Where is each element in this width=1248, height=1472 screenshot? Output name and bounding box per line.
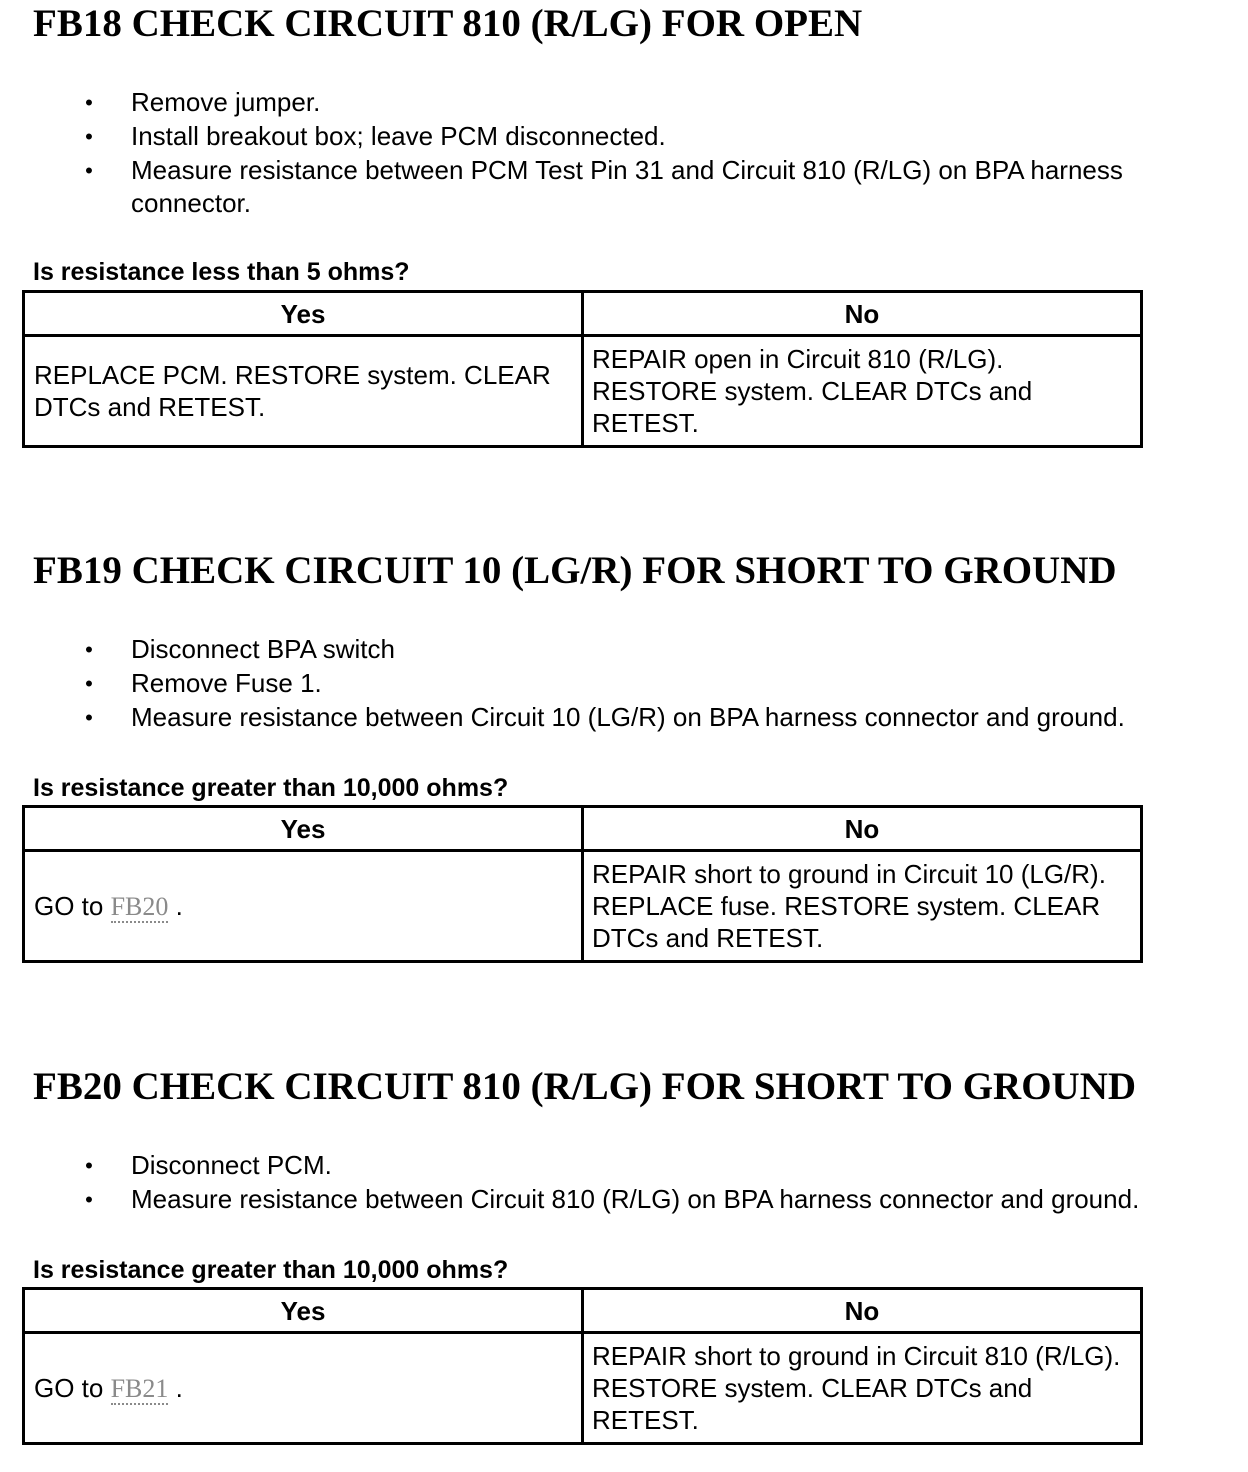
goto-period: .	[175, 1372, 183, 1403]
table-row	[24, 336, 1142, 447]
step-item	[0, 667, 1221, 700]
question-text: Is resistance greater than 10,000 ohms?	[33, 774, 509, 802]
table-header-row	[24, 292, 1142, 336]
link-fb21[interactable]: FB21	[110, 1373, 169, 1403]
yes-action	[24, 851, 583, 962]
link-fb20[interactable]: FB20	[110, 891, 169, 921]
no-header: No	[583, 807, 1142, 851]
question-text: Is resistance less than 5 ohms?	[33, 258, 410, 286]
step-text: Measure resistance between PCM Test Pin 31 and Circuit 810 (R/LG) on BPA harness connector.	[131, 155, 1123, 218]
no-action: REPAIR short to ground in Circuit 810 (R/LG). RESTORE system. CLEAR DTCs and RETEST.	[583, 1333, 1142, 1444]
bullet-icon: •	[85, 124, 93, 149]
step-item	[0, 154, 1221, 220]
step-item	[0, 120, 1221, 153]
goto-label: GO to	[34, 1372, 104, 1403]
step-text: Measure resistance between Circuit 810 (R/LG) on BPA harness connector and ground.	[131, 1184, 1140, 1214]
bullet-icon: •	[85, 158, 93, 183]
table-row	[24, 851, 1142, 962]
step-item	[0, 633, 1221, 666]
yes-action	[24, 1333, 583, 1444]
no-header: No	[583, 1289, 1142, 1333]
bullet-icon: •	[85, 637, 93, 662]
section-heading: FB18 CHECK CIRCUIT 810 (R/LG) FOR OPEN	[33, 2, 863, 45]
step-item	[0, 1149, 1221, 1182]
bullet-icon: •	[85, 90, 93, 115]
step-text: Measure resistance between Circuit 10 (LG/R) on BPA harness connector and ground.	[131, 702, 1125, 732]
bullet-icon: •	[85, 705, 93, 730]
decision-table	[22, 805, 1143, 963]
question-text: Is resistance greater than 10,000 ohms?	[33, 1256, 509, 1284]
table-row	[24, 1333, 1142, 1444]
table-header-row	[24, 1289, 1142, 1333]
yes-header: Yes	[24, 807, 583, 851]
step-list	[0, 86, 1221, 220]
section-heading: FB19 CHECK CIRCUIT 10 (LG/R) FOR SHORT TO GROUND	[33, 549, 1117, 592]
goto-period: .	[175, 890, 183, 921]
step-item	[0, 1183, 1221, 1216]
no-action: REPAIR short to ground in Circuit 10 (LG/R). REPLACE fuse. RESTORE system. CLEAR DTCs and RETEST.	[583, 851, 1142, 962]
step-list	[0, 633, 1221, 734]
goto-label: GO to	[34, 890, 104, 921]
no-action: REPAIR open in Circuit 810 (R/LG). RESTORE system. CLEAR DTCs and RETEST.	[583, 336, 1142, 447]
step-list	[0, 1149, 1221, 1216]
yes-header: Yes	[24, 1289, 583, 1333]
table-header-row	[24, 807, 1142, 851]
step-item	[0, 86, 1221, 119]
section-heading: FB20 CHECK CIRCUIT 810 (R/LG) FOR SHORT TO GROUND	[33, 1065, 1137, 1108]
step-text: Disconnect PCM.	[131, 1150, 332, 1180]
decision-table	[22, 1287, 1143, 1445]
step-text: Install breakout box; leave PCM disconnected.	[131, 121, 666, 151]
bullet-icon: •	[85, 671, 93, 696]
step-text: Remove jumper.	[131, 87, 321, 117]
step-text: Disconnect BPA switch	[131, 634, 395, 664]
bullet-icon: •	[85, 1187, 93, 1212]
no-header: No	[583, 292, 1142, 336]
decision-table	[22, 290, 1143, 448]
step-item	[0, 701, 1221, 734]
step-text: Remove Fuse 1.	[131, 668, 322, 698]
yes-header: Yes	[24, 292, 583, 336]
bullet-icon: •	[85, 1153, 93, 1178]
yes-action: REPLACE PCM. RESTORE system. CLEAR DTCs and RETEST.	[24, 336, 583, 447]
